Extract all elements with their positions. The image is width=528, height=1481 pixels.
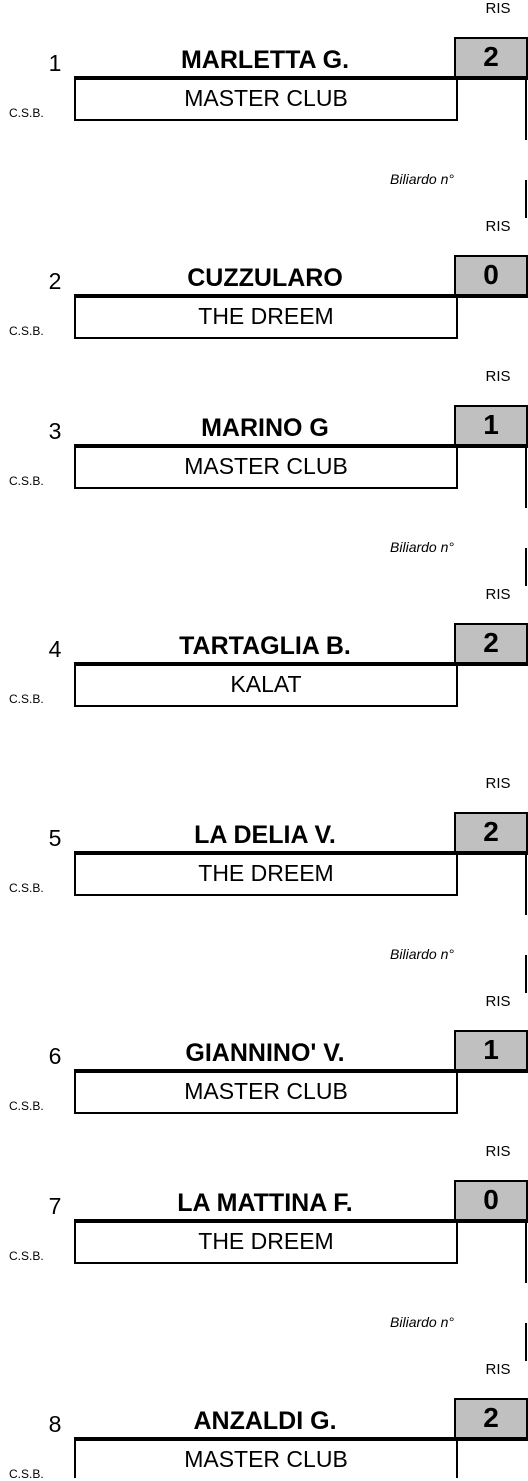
club-name: MASTER CLUB — [74, 1071, 458, 1114]
seed-number: 1 — [48, 50, 62, 76]
player-name: ANZALDI G. — [193, 1407, 337, 1435]
biliardo-label: Biliardo n° — [390, 946, 454, 962]
player-name-area — [74, 1399, 456, 1439]
biliardo-label: Biliardo n° — [390, 171, 454, 187]
bracket-entry — [0, 993, 528, 1138]
seed-number: 5 — [48, 825, 62, 851]
seed-number: 6 — [48, 1043, 62, 1069]
player-name-area — [74, 406, 456, 446]
bracket-line — [525, 448, 527, 508]
seed-number: 7 — [48, 1193, 62, 1219]
player-name: LA MATTINA F. — [177, 1189, 353, 1217]
csb-label: C.S.B. — [9, 692, 44, 706]
bracket-entry — [0, 586, 528, 731]
bracket-connector — [525, 1323, 527, 1361]
bracket-entry — [0, 368, 528, 555]
csb-label: C.S.B. — [9, 324, 44, 338]
player-name-area — [74, 813, 456, 853]
seed-number: 8 — [48, 1411, 62, 1437]
score-box: 2 — [454, 623, 528, 666]
score-box: 1 — [454, 1030, 528, 1073]
club-name: THE DREEM — [74, 1221, 458, 1264]
bracket-entry — [0, 1361, 528, 1481]
bracket-connector — [525, 180, 527, 218]
seed-number: 2 — [48, 268, 62, 294]
player-name: GIANNINO' V. — [185, 1039, 345, 1067]
club-name: THE DREEM — [74, 853, 458, 896]
score-box: 0 — [454, 1180, 528, 1223]
bracket-connector — [525, 955, 527, 993]
score-box: 1 — [454, 405, 528, 448]
csb-label: C.S.B. — [9, 474, 44, 488]
bracket-entry — [0, 775, 528, 962]
csb-label: C.S.B. — [9, 1099, 44, 1113]
club-name: THE DREEM — [74, 296, 458, 339]
club-name: KALAT — [74, 664, 458, 707]
ris-label: RIS — [485, 1143, 511, 1160]
seed-number: 4 — [48, 636, 62, 662]
ris-label: RIS — [485, 218, 511, 235]
bracket-entry — [0, 218, 528, 363]
club-name: MASTER CLUB — [74, 446, 458, 489]
csb-label: C.S.B. — [9, 1249, 44, 1263]
player-name-area — [74, 38, 456, 78]
score-box: 2 — [454, 1398, 528, 1441]
ris-label: RIS — [485, 993, 511, 1010]
player-name-area — [74, 1031, 456, 1071]
player-name-area — [74, 1181, 456, 1221]
player-name: TARTAGLIA B. — [179, 632, 351, 660]
bracket-line — [525, 80, 527, 140]
player-name: MARINO G — [201, 414, 329, 442]
bracket-entry — [0, 1143, 528, 1330]
bracket-line — [525, 1223, 527, 1283]
bracket-entry — [0, 0, 528, 187]
club-name: MASTER CLUB — [74, 78, 458, 121]
biliardo-label: Biliardo n° — [390, 539, 454, 555]
player-name: CUZZULARO — [187, 264, 343, 292]
club-name: MASTER CLUB — [74, 1439, 458, 1478]
csb-label: C.S.B. — [9, 1467, 44, 1481]
score-box: 0 — [454, 255, 528, 298]
bracket-line — [525, 855, 527, 915]
bracket-connector — [525, 548, 527, 586]
player-name-area — [74, 256, 456, 296]
player-name: MARLETTA G. — [180, 46, 350, 74]
player-name-area — [74, 624, 456, 664]
seed-number: 3 — [48, 418, 62, 444]
csb-label: C.S.B. — [9, 881, 44, 895]
ris-label: RIS — [485, 775, 511, 792]
score-box: 2 — [454, 812, 528, 855]
ris-label: RIS — [485, 586, 511, 603]
score-box: 2 — [454, 37, 528, 80]
ris-label: RIS — [485, 1361, 511, 1378]
biliardo-label: Biliardo n° — [390, 1314, 454, 1330]
ris-label: RIS — [485, 0, 511, 17]
player-name: LA DELIA V. — [194, 821, 336, 849]
csb-label: C.S.B. — [9, 106, 44, 120]
ris-label: RIS — [485, 368, 511, 385]
